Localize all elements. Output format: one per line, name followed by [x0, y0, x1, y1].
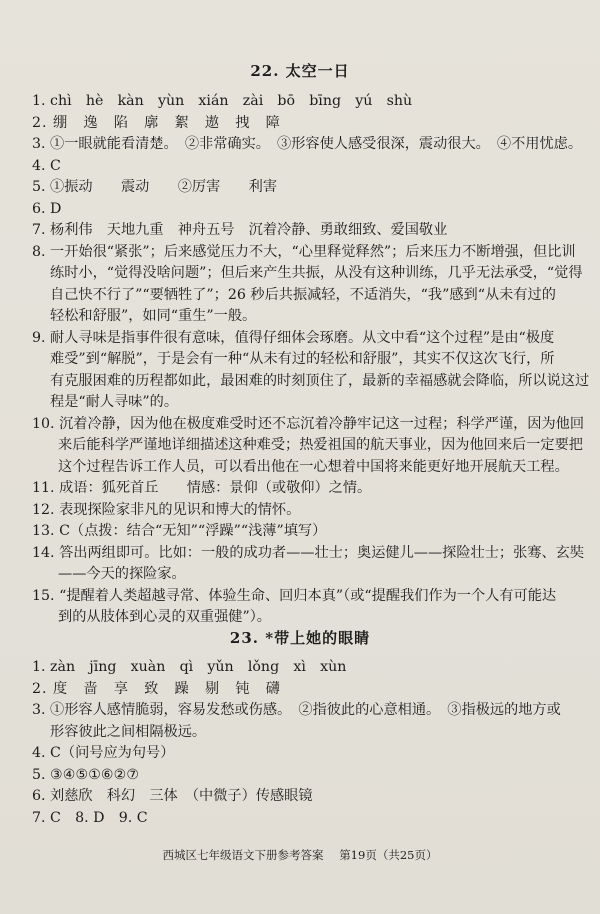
s22-answer-5: 5. ①振动 震动 ②厉害 利害 [32, 179, 278, 195]
s22-answer-4: 4. C [32, 158, 61, 174]
s23-answer-1: 1. zàn jīng xuàn qì yǔn lǒng xì xùn [32, 659, 347, 675]
s22-answer-2: 2. 绷 逸 陷 廓 絮 遨 拽 障 [32, 115, 281, 131]
footer-page-number: 第19页（共25页） [339, 848, 438, 862]
s22-answer-6: 6. D [32, 201, 62, 217]
s22-answer-8-line-1: 8. 一开始很“紧张”；后来感觉压力不大，“心里释觉释然”；后来压力不断增强，但比训 [32, 244, 576, 260]
s23-answer-5: 5. ③④⑤①⑥②⑦ [32, 767, 140, 783]
section-22-title: 22. 太空一日 [250, 62, 350, 80]
s23-answer-2: 2. 度 啬 享 致 躁 剔 钝 礴 [32, 681, 281, 697]
s23-answer-6: 6. 刘慈欣 科幻 三体 （中微子）传感眼镜 [32, 788, 313, 804]
s23-answer-3-line-1: 3. ①形容人感情脆弱，容易发愁或伤感。 ②指彼此的心意相通。 ③指极远的地方或 [32, 702, 561, 718]
s22-answer-9-line-2: 难受”到“解脱”，于是会有一种“从未有过的轻松和舒服”，其实不仅这次飞行，所 [50, 351, 555, 367]
s22-answer-1: 1. chì hè kàn yùn xián zài bō bīng yú shù [32, 93, 413, 109]
s22-answer-9-line-3: 有克服困难的历程都如此，最困难的时刻顶住了，最新的幸福感就会降临，所以说这过 [50, 373, 590, 389]
s22-answer-13: 13. C（点拨：结合“无知”“浮躁”“浅薄”填写） [32, 523, 327, 539]
s23-answer-3-line-2: 形容彼此之间相隔极远。 [50, 724, 207, 740]
s22-answer-3: 3. ①一眼就能看清楚。 ②非常确实。 ③形容使人感受很深，震动很大。 ④不用忧虑。 [32, 136, 583, 152]
s22-answer-15-line-2: 到的从肢体到心灵的双重强健”）。 [58, 609, 271, 625]
s22-answer-10-line-1: 10. 沉着冷静，因为他在极度难受时还不忘沉着冷静牢记这一过程；科学严谨，因为他回 [32, 416, 585, 432]
s22-answer-15-line-1: 15. “提醒着人类超越寻常、体验生命、回归本真”（或“提醒我们作为一个人有可能达 [32, 588, 557, 604]
s22-answer-10-line-3: 这个过程告诉工作人员，可以看出他在一心想着中国将来能更好地开展航天工程。 [58, 459, 569, 475]
s22-answer-8-line-3: 自己快不行了”“要牺牲了”；26 秒后共振减轻，不适消失，“我”感到“从未有过的 [50, 287, 556, 303]
s22-answer-11: 11. 成语：狐死首丘 情感：景仰（或敬仰）之情。 [32, 480, 372, 496]
page-footer [0, 847, 600, 863]
s22-answer-8-line-4: 轻松和舒服”，如同“重生”一般。 [50, 308, 257, 324]
s22-answer-14-line-1: 14. 答出两组即可。比如：一般的成功者——壮士；奥运健儿——探险壮士；张骞、玄奘 [32, 545, 585, 561]
s23-answer-4: 4. C（问号应为句号） [32, 745, 175, 761]
s22-answer-7: 7. 杨利伟 天地九重 神舟五号 沉着冷静、勇敢细致、爱国敬业 [32, 222, 448, 238]
footer-book-title: 西城区七年级语文下册参考答案 [162, 848, 324, 862]
s22-answer-10-line-2: 来后能科学严谨地详细描述这种难受；热爱祖国的航天事业，因为他回来后一定要把 [58, 437, 583, 453]
s22-answer-14-line-2: ——今天的探险家。 [58, 566, 186, 582]
section-23-title: 23. *带上她的眼睛 [229, 629, 371, 647]
s22-answer-9-line-4: 程是“耐人寻味”的。 [50, 394, 179, 410]
s22-answer-12: 12. 表现探险家非凡的见识和博大的情怀。 [32, 502, 301, 518]
s22-answer-8-line-2: 练时小，“觉得没啥问题”；但后来产生共振，从没有这种训练，几乎无法承受，“觉得 [50, 265, 583, 281]
s23-answer-7-9: 7. C 8. D 9. C [32, 810, 148, 826]
s22-answer-9-line-1: 9. 耐人寻味是指事件很有意味，值得仔细体会琢磨。从文中看“这个过程”是由“极度 [32, 330, 555, 346]
